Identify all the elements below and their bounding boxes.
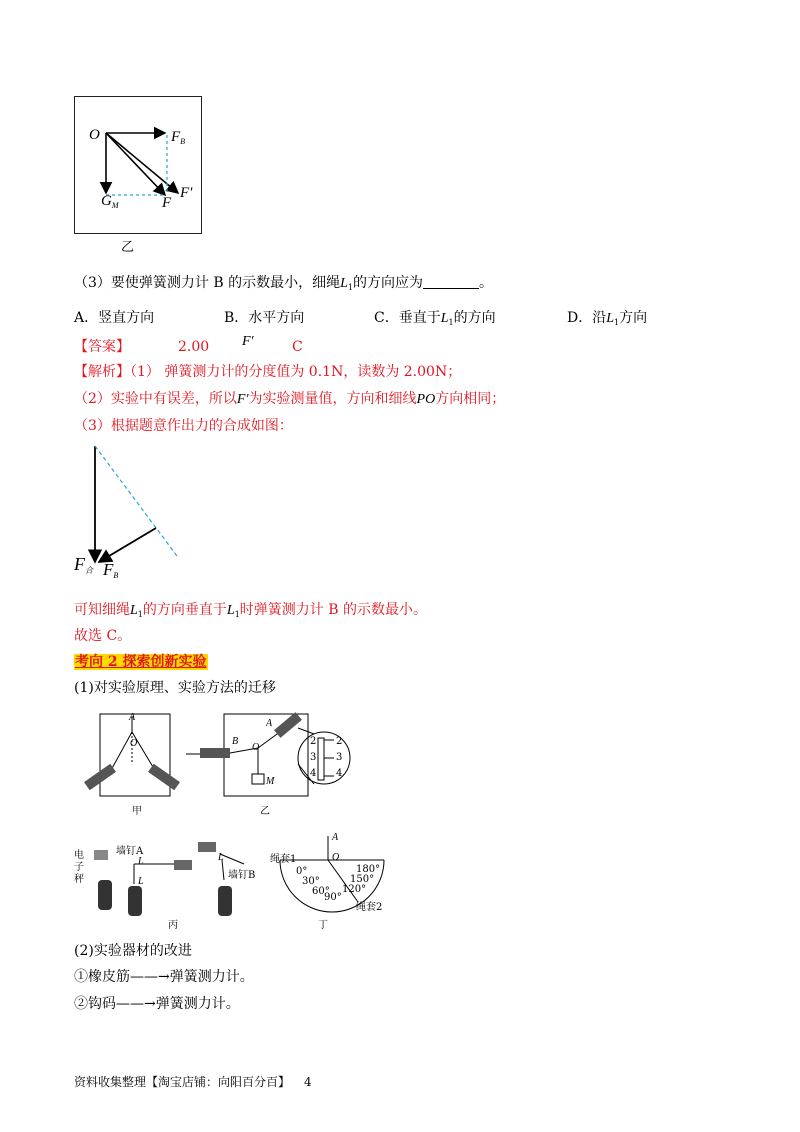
- label-nail-a: 墙钉A: [116, 846, 144, 857]
- angle-60: 60°: [312, 886, 330, 897]
- apparatus-figure-top: [74, 708, 354, 818]
- label-A-ding: A: [332, 832, 339, 843]
- label-Fprime: F′: [180, 185, 193, 201]
- angle-150: 150°: [350, 874, 375, 885]
- label-rope1: 绳套1: [270, 854, 297, 865]
- option-a: A．竖直方向: [74, 310, 155, 326]
- option-b: B．水平方向: [224, 310, 305, 326]
- section2-item-1: (1)对实验原理、实验方法的迁移: [74, 680, 276, 696]
- label-L1: L: [138, 856, 144, 867]
- fig3-label-B: B: [232, 736, 239, 747]
- fig3-label-O2: O: [252, 742, 260, 753]
- option-c: C．垂直于$L_1$的方向: [374, 310, 496, 327]
- analysis-line-1: 【解析】（1） 弹簧测力计的分度值为 0.1N，读数为 2.00N；: [74, 364, 462, 380]
- angle-90: 90°: [324, 892, 342, 903]
- fig3-scale-2: 2: [310, 736, 317, 747]
- force-synthesis-figure: [70, 440, 200, 590]
- label-O-ding: O: [332, 852, 340, 863]
- conclusion-line-1: 可知细绳$L_1$的方向垂直于$L_1$时弹簧测力计 B 的示数最小。: [74, 602, 427, 619]
- conclusion-line-2: 故选 C。: [74, 628, 132, 644]
- section2-item-2b: ②钩码——→弹簧测力计。: [74, 996, 240, 1012]
- vector-diagram-svg: [75, 97, 203, 235]
- fig3-label-A: A: [129, 712, 136, 723]
- caption-ding: 丁: [318, 920, 328, 931]
- label-rope2: 绳套2: [356, 902, 383, 913]
- vector-diagram-figure: [74, 96, 202, 234]
- label-L2: L: [218, 852, 224, 863]
- angle-0: 0°: [296, 866, 308, 877]
- fig3-label-O: O: [130, 738, 138, 749]
- footer: [74, 1072, 312, 1092]
- answer-blank: [423, 274, 479, 289]
- analysis-line-2: （2）实验中有误差，所以F′为实验测量值，方向和细线PO方向相同；: [74, 391, 506, 407]
- answer-value-2: F′: [242, 334, 254, 349]
- figure1-caption: 乙: [121, 240, 135, 255]
- angle-180: 180°: [356, 864, 381, 875]
- label-FB: $F_B$: [171, 129, 186, 146]
- apparatus-top-svg: [74, 708, 354, 818]
- label-F-B: $F_B$: [103, 560, 119, 580]
- label-O: O: [89, 127, 100, 143]
- apparatus-figure-bottom: [74, 830, 394, 930]
- angle-30: 30°: [302, 876, 320, 887]
- fig3-scale-4r: 4: [336, 768, 343, 779]
- section2-heading: 考向 2 探索创新实验: [75, 654, 207, 670]
- fig3-scale-4: 4: [310, 768, 317, 779]
- angle-120: 120°: [342, 884, 367, 895]
- caption-jia: 甲: [132, 806, 142, 817]
- answer-value-3: C: [292, 339, 303, 355]
- analysis-line-3: （3）根据题意作出力的合成如图：: [74, 418, 293, 434]
- footer-text: 资料收集整理【淘宝店铺：向阳百分百】: [74, 1075, 291, 1089]
- fig3-scale-2r: 2: [336, 736, 343, 747]
- label-F-he: $F_合$: [74, 554, 93, 575]
- answer-tag: 【答案】: [74, 339, 130, 355]
- label-nail-b: 墙钉B: [228, 870, 256, 881]
- caption-yi: 乙: [260, 806, 270, 817]
- label-L3: L: [138, 876, 144, 887]
- fig3-label-A2: A: [266, 718, 273, 729]
- fig3-scale-3: 3: [310, 752, 317, 763]
- section2-item-2: (2)实验器材的改进: [74, 943, 192, 959]
- label-F: F: [162, 195, 172, 211]
- label-electronic-scale: 电子秤: [74, 850, 84, 885]
- section2-item-2a: ①橡皮筋——→弹簧测力计。: [74, 969, 254, 985]
- option-d: D．沿$L_1$方向: [567, 310, 648, 327]
- question-3: （3）要使弹簧测力计 B 的示数最小，细绳$L_1$的方向应为 。: [74, 275, 493, 292]
- page-number: 4: [304, 1075, 312, 1089]
- answer-value-1: 2.00: [178, 339, 210, 355]
- caption-bing: 丙: [168, 920, 178, 931]
- fig3-scale-3r: 3: [336, 752, 343, 763]
- fig3-label-M: M: [266, 776, 275, 787]
- label-GM: $G_M$: [101, 193, 119, 210]
